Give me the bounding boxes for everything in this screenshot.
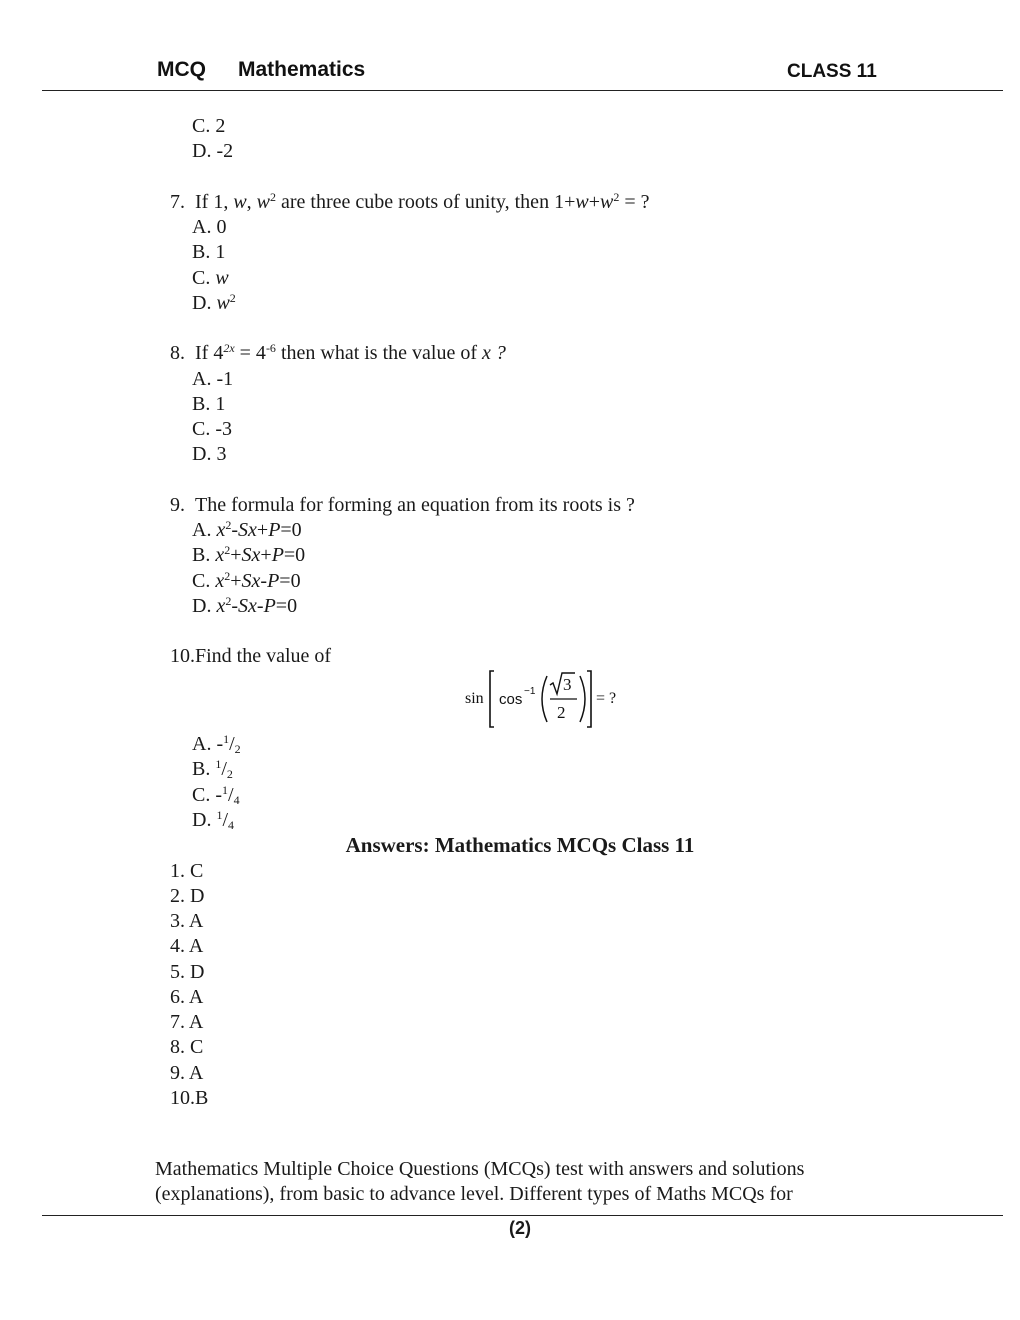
answer-item: 2. D [170, 885, 205, 907]
question-8: 8. If $4^{2x} = 4^{-6}$ then what is the value of x ? [170, 341, 506, 364]
option-d: D. 3 [192, 443, 227, 465]
answer-item: 5. D [170, 961, 205, 983]
footer-paragraph-line-1: Mathematics Multiple Choice Questions (MCQs) test with answers and solutions [155, 1158, 805, 1180]
formula-left-paren [542, 676, 547, 722]
formula-right-paren [580, 676, 585, 722]
answer-item: 1. C [170, 860, 204, 882]
answer-item: 8. C [170, 1036, 204, 1058]
answer-item: 6. A [170, 986, 204, 1008]
question-10: 10.Find the value of [170, 645, 332, 667]
answer-item: 9. A [170, 1062, 204, 1084]
footer-rule [42, 1215, 1003, 1216]
header-rule [42, 90, 1003, 91]
option-a: A. -1 [192, 368, 234, 390]
formula-root: 3 [563, 675, 572, 694]
header-class: CLASS 11 [787, 61, 877, 82]
option-c: C. $x^2+Sx-P=0$ [192, 569, 301, 592]
answer-item: 7. A [170, 1011, 204, 1033]
header-subject: Mathematics [238, 58, 366, 81]
answers-title: Answers: Mathematics MCQs Class 11 [345, 833, 695, 857]
option-b: B. 1 [192, 393, 226, 415]
option-d: D. $^1/_4$ [192, 808, 235, 832]
header-subject-code: MCQ [157, 58, 206, 81]
formula-cos: cos [499, 691, 523, 708]
formula-equals: = ? [596, 690, 617, 707]
option-b: B. $x^2+Sx+P=0$ [192, 543, 306, 566]
option-c: C. $-^1/_4$ [192, 783, 240, 807]
formula-inverse: −1 [524, 686, 536, 697]
trig-formula [463, 668, 628, 730]
option-c: C. 2 [192, 115, 226, 137]
option-c: C. w [192, 267, 229, 289]
question-7: 7. If 1, w, $w^2$ are three cube roots of unity, then $1+w+w^2$ = ? [170, 190, 650, 213]
page-number: (2) [509, 1218, 531, 1238]
formula-right-bracket [587, 671, 591, 727]
formula-sin: sin [465, 690, 484, 707]
answer-item: 10.B [170, 1087, 209, 1109]
answer-item: 3. A [170, 910, 204, 932]
option-a: A. $-^1/_2$ [192, 732, 241, 756]
question-9: 9. The formula for forming an equation from its roots is ? [170, 494, 635, 516]
option-a: A. $x^2-Sx+P=0$ [192, 518, 302, 541]
option-b: B. $^1/_2$ [192, 757, 233, 781]
formula-left-bracket [490, 671, 494, 727]
footer-paragraph-line-2: (explanations), from basic to advance level. Different types of Maths MCQs for [155, 1183, 793, 1205]
answer-item: 4. A [170, 935, 204, 957]
formula-denominator: 2 [557, 703, 566, 722]
option-a: A. 0 [192, 216, 227, 238]
option-d: D. $w^2$ [192, 291, 236, 314]
option-b: B. 1 [192, 241, 226, 263]
option-d: D. -2 [192, 140, 234, 162]
option-c: C. -3 [192, 418, 232, 440]
option-d: D. $x^2-Sx-P=0$ [192, 594, 298, 617]
